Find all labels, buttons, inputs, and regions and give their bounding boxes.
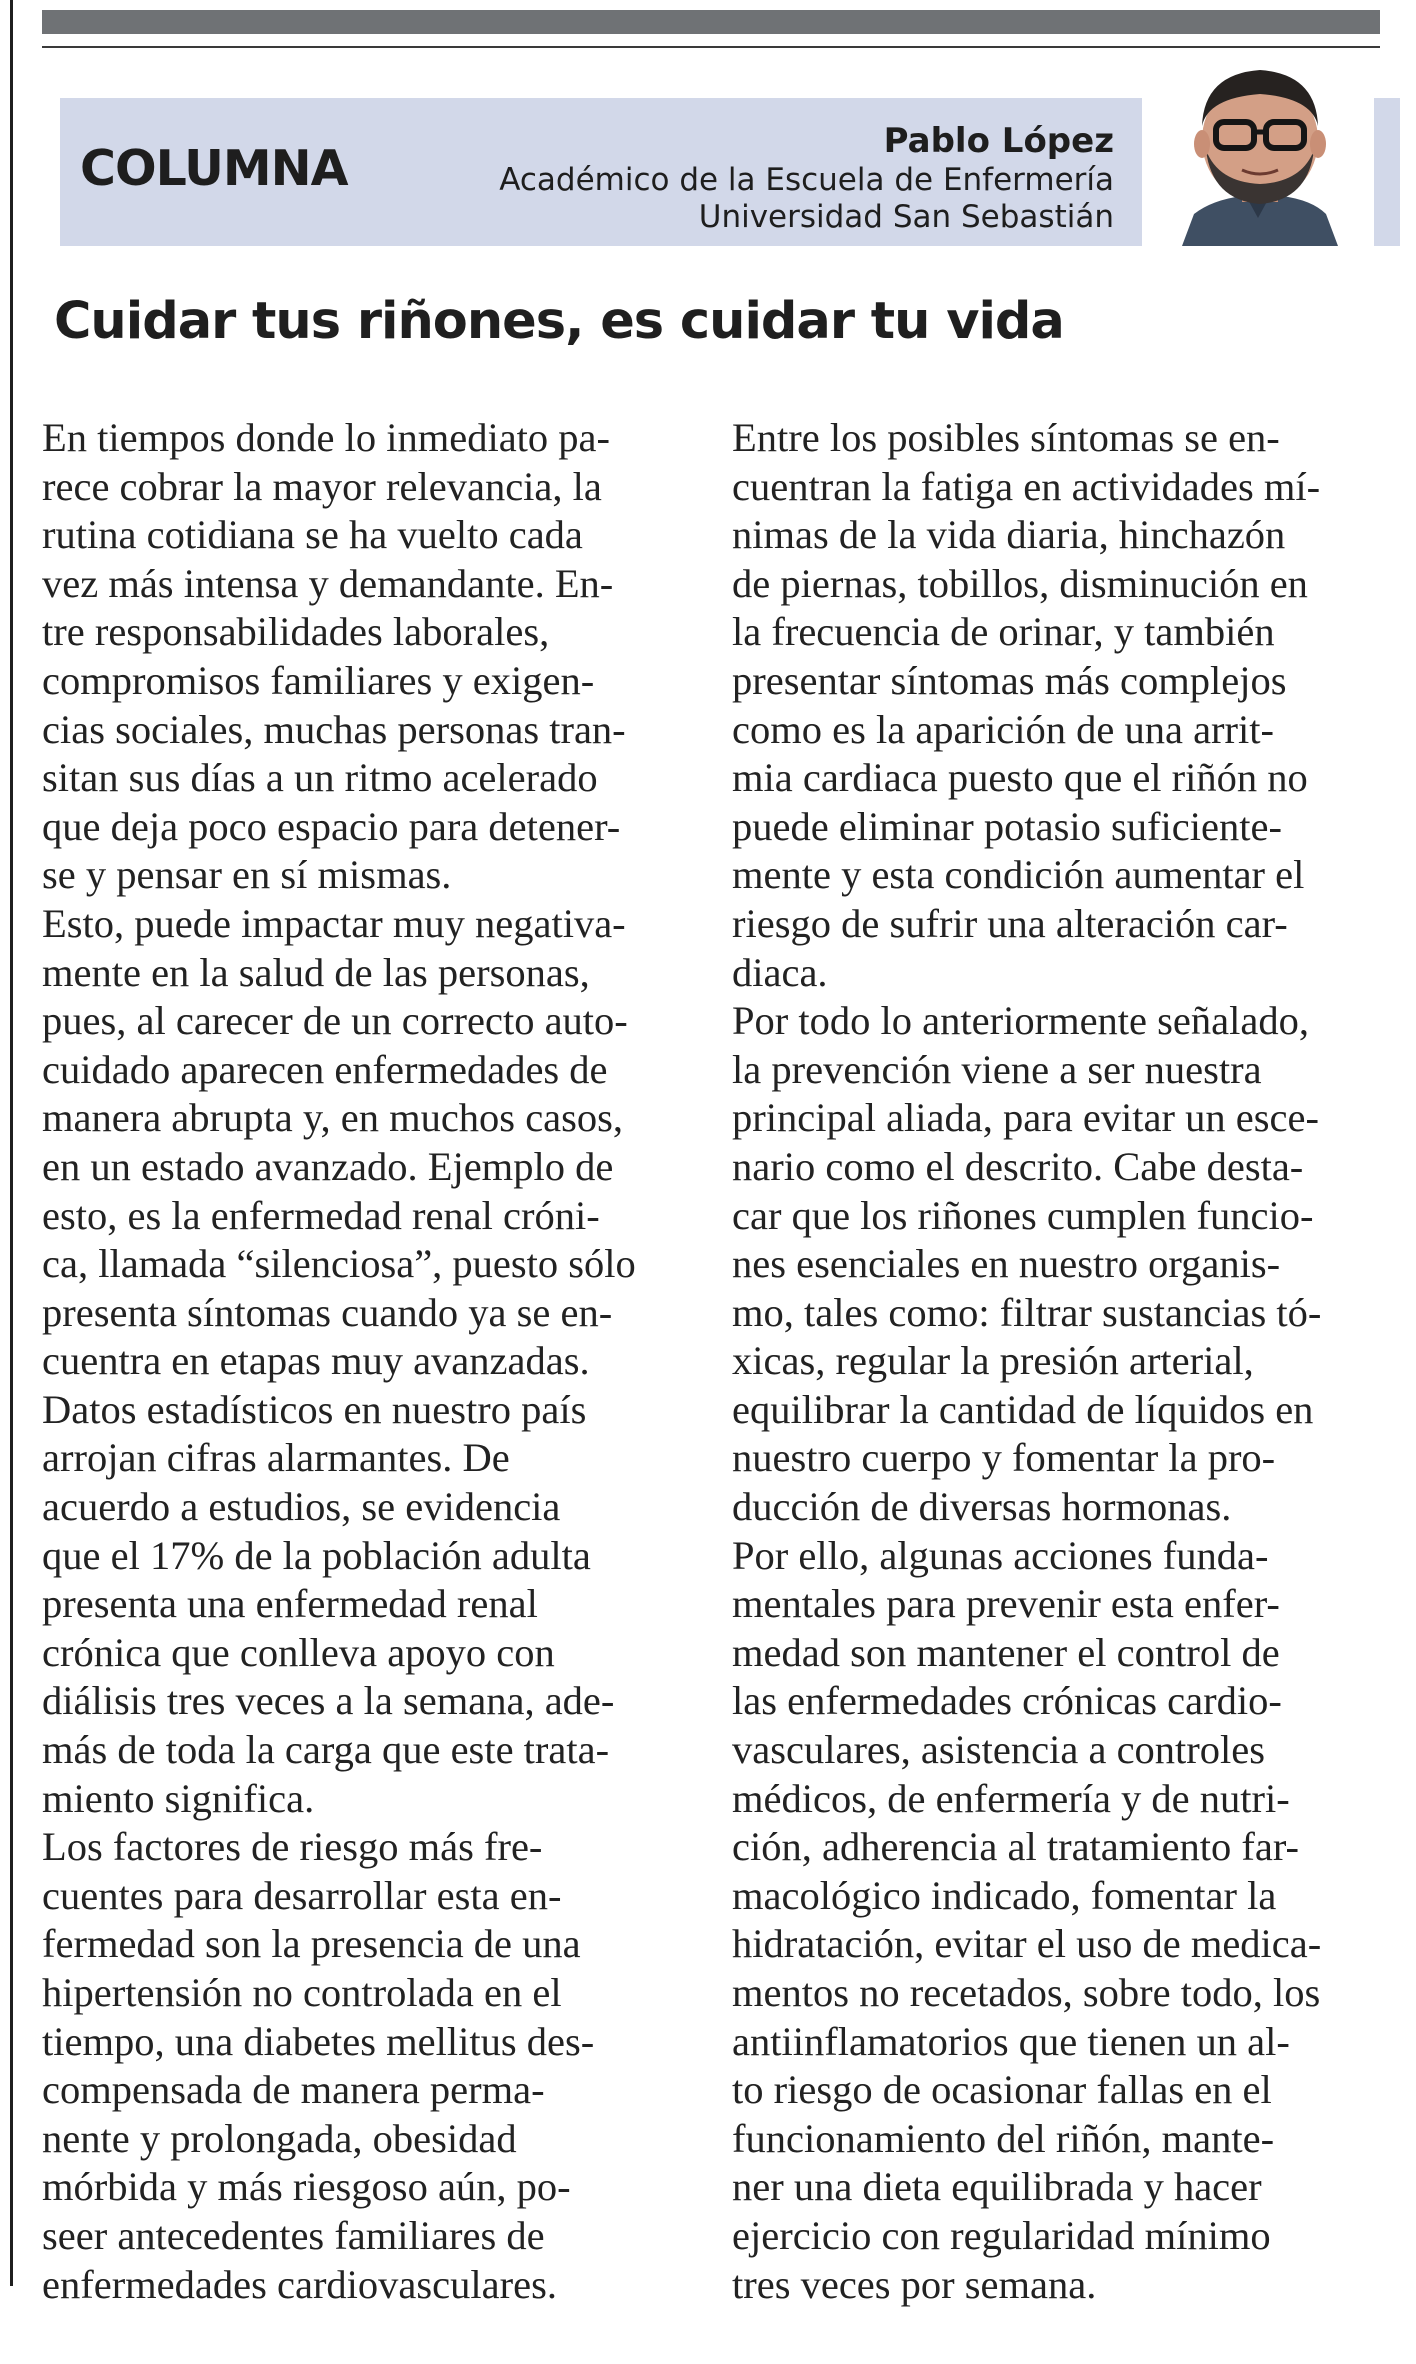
article-text-line: xicas, regular la presión arterial,	[732, 1338, 1254, 1384]
article-text-line: que el 17% de la población adulta	[42, 1532, 591, 1578]
article-text-line: principal aliada, para evitar un esce-	[732, 1095, 1319, 1141]
article-text-line: En tiempos donde lo inmediato pa-	[42, 415, 611, 460]
article-text-line: rece cobrar la mayor relevancia, la	[42, 463, 602, 509]
article-text-line: de piernas, tobillos, disminución en	[732, 560, 1308, 606]
article-text-line: mente en la salud de las personas,	[42, 949, 590, 995]
article-text-line: presenta síntomas cuando ya se en-	[42, 1289, 613, 1335]
section-label: COLUMNA	[80, 140, 348, 197]
article-text-line: medad son mantener el control de	[732, 1629, 1280, 1675]
article-text-line: presentar síntomas más complejos	[732, 657, 1287, 703]
top-divider-line	[42, 46, 1380, 48]
article-text-line: Entre los posibles síntomas se en-	[732, 415, 1280, 460]
article-text-line: equilibrar la cantidad de líquidos en	[732, 1386, 1314, 1432]
article-text-line: hipertensión no controlada en el	[42, 1970, 562, 2015]
article-text-line: nuestro cuerpo y fomentar la pro-	[732, 1435, 1276, 1481]
article-text-line: puede eliminar potasio suficiente-	[732, 803, 1282, 849]
article-text-line: mórbida y más riesgoso aún, po-	[42, 2164, 571, 2210]
author-byline	[499, 120, 1114, 236]
article-left-column	[42, 414, 700, 2309]
article-text-line: arrojan cifras alarmantes. De	[42, 1435, 510, 1481]
article-text-line: crónica que conlleva apoyo con	[42, 1629, 555, 1675]
article-text-line: vasculares, asistencia a controles	[732, 1727, 1266, 1773]
article-text-line: rutina cotidiana se ha vuelto cada	[42, 512, 583, 558]
article-text-line: funcionamiento del riñón, mante-	[732, 2115, 1275, 2161]
author-name: Pablo López	[883, 121, 1114, 161]
article-headline: Cuidar tus riñones, es cuidar tu vida	[54, 292, 1064, 351]
article-text-line: mentales para prevenir esta enfer-	[732, 1581, 1280, 1627]
article-text-line: tiempo, una diabetes mellitus des-	[42, 2018, 595, 2064]
article-text-line: miento significa.	[42, 1775, 315, 1821]
article-text-line: la prevención viene a ser nuestra	[732, 1046, 1262, 1092]
article-text-line: Por todo lo anteriormente señalado,	[732, 998, 1309, 1044]
article-text-line: nes esenciales en nuestro organis-	[732, 1241, 1281, 1287]
article-text-line: Por ello, algunas acciones funda-	[732, 1532, 1269, 1578]
article-text-line: cuentran la fatiga en actividades mí-	[732, 463, 1321, 509]
article-text-line: car que los riñones cumplen funcio-	[732, 1192, 1314, 1238]
author-portrait-icon	[1142, 54, 1374, 246]
article-text-line: ción, adherencia al tratamiento far-	[732, 1824, 1299, 1870]
article-text-line: nimas de la vida diaria, hinchazón	[732, 512, 1286, 558]
article-text-line: ducción de diversas hormonas.	[732, 1484, 1232, 1530]
article-text-line: se y pensar en sí mismas.	[42, 852, 452, 898]
article-text-line: mia cardiaca puesto que el riñón no	[732, 755, 1308, 801]
article-text-line: que deja poco espacio para detener-	[42, 803, 621, 849]
article-text-line: cias sociales, muchas personas tran-	[42, 706, 626, 752]
article-right-column	[732, 414, 1390, 2309]
article-text-line: más de toda la carga que este trata-	[42, 1727, 610, 1773]
article-text-line: ca, llamada “silenciosa”, puesto sólo	[42, 1241, 636, 1287]
top-gray-bar	[42, 10, 1380, 34]
article-text-line: en un estado avanzado. Ejemplo de	[42, 1143, 614, 1189]
article-text-line: diaca.	[732, 949, 828, 995]
article-text-line: macológico indicado, fomentar la	[732, 1872, 1277, 1918]
left-column-rule	[10, 0, 13, 2286]
article-text-line: médicos, de enfermería y de nutri-	[732, 1775, 1290, 1821]
article-text-line: ner una dieta equilibrada y hacer	[732, 2164, 1262, 2210]
author-role-line1: Académico de la Escuela de Enfermería	[499, 162, 1114, 198]
author-role-line2: Universidad San Sebastián	[698, 199, 1114, 235]
article-text-line: mo, tales como: filtrar sustancias tó-	[732, 1289, 1322, 1335]
article-text-line: enfermedades cardiovasculares.	[42, 2261, 557, 2307]
article-text-line: tres veces por semana.	[732, 2261, 1097, 2307]
article-text-line: Datos estadísticos en nuestro país	[42, 1386, 587, 1432]
article-text-line: manera abrupta y, en muchos casos,	[42, 1095, 624, 1141]
author-photo	[1142, 54, 1374, 246]
article-text-line: como es la aparición de una arrit-	[732, 706, 1275, 752]
article-text-line: fermedad son la presencia de una	[42, 1921, 581, 1967]
article-text-line: Esto, puede impactar muy negativa-	[42, 900, 626, 946]
article-text-line: acuerdo a estudios, se evidencia	[42, 1484, 561, 1530]
article-text-line: hidratación, evitar el uso de medica-	[732, 1921, 1322, 1967]
article-text-line: mentos no recetados, sobre todo, los	[732, 1970, 1321, 2015]
article-text-line: tre responsabilidades laborales,	[42, 609, 550, 655]
article-text-line: esto, es la enfermedad renal cróni-	[42, 1192, 600, 1238]
article-text-line: las enfermedades crónicas cardio-	[732, 1678, 1282, 1724]
article-text-line: ejercicio con regularidad mínimo	[732, 2212, 1271, 2258]
article-text-line: compensada de manera perma-	[42, 2067, 545, 2113]
article-text-line: pues, al carecer de un correcto auto-	[42, 998, 628, 1044]
article-text-line: to riesgo de ocasionar fallas en el	[732, 2067, 1272, 2113]
article-text-line: compromisos familiares y exigen-	[42, 657, 595, 703]
article-text-line: diálisis tres veces a la semana, ade-	[42, 1678, 615, 1724]
article-text-line: cuidado aparecen enfermedades de	[42, 1046, 608, 1092]
article-text-line: vez más intensa y demandante. En-	[42, 560, 614, 606]
article-text-line: cuentes para desarrollar esta en-	[42, 1872, 562, 1918]
article-text-line: cuentra en etapas muy avanzadas.	[42, 1338, 590, 1384]
article-text-line: seer antecedentes familiares de	[42, 2212, 545, 2258]
article-text-line: nario como el descrito. Cabe desta-	[732, 1143, 1304, 1189]
article-text-line: mente y esta condición aumentar el	[732, 852, 1305, 898]
article-text-line: nente y prolongada, obesidad	[42, 2115, 517, 2161]
article-text-line: Los factores de riesgo más fre-	[42, 1824, 543, 1870]
article-text-line: sitan sus días a un ritmo acelerado	[42, 755, 598, 801]
article-text-line: presenta una enfermedad renal	[42, 1581, 538, 1627]
article-text-line: la frecuencia de orinar, y también	[732, 609, 1275, 655]
article-text-line: riesgo de sufrir una alteración car-	[732, 900, 1288, 946]
article-text-line: antiinflamatorios que tienen un al-	[732, 2018, 1290, 2064]
